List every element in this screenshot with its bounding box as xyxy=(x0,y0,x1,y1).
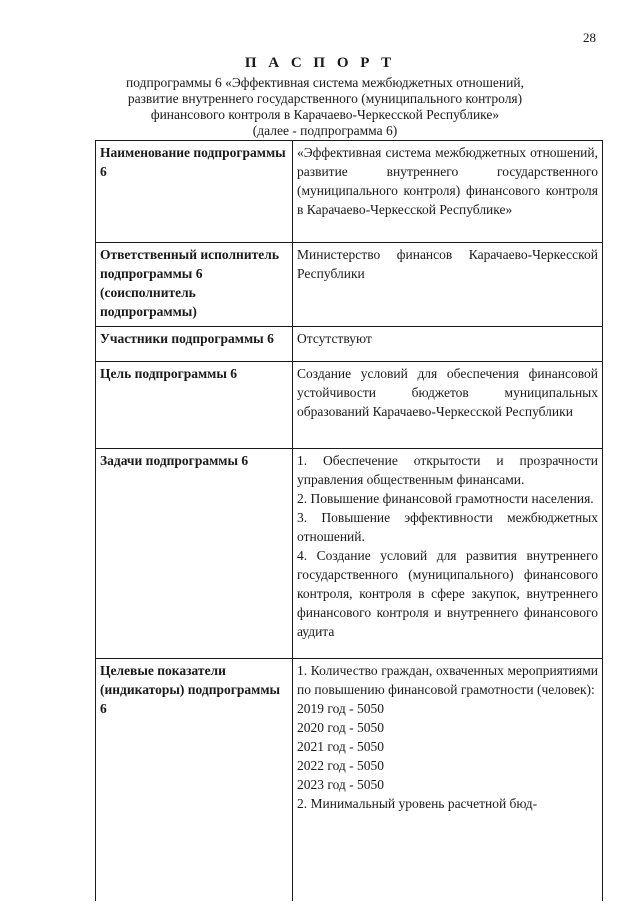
indicator-item: 2020 год - 5050 xyxy=(297,720,385,735)
task-item: 3. Повышение эффективности межбюджетных отношений. xyxy=(297,510,598,544)
subtitle-line: финансового контроля в Карачаево-Черкесской Республике» xyxy=(150,107,500,122)
table-row xyxy=(96,141,603,243)
indicator-item: 2022 год - 5050 xyxy=(297,758,385,773)
page-number: 28 xyxy=(583,30,596,45)
indicator-item: 2019 год - 5050 xyxy=(297,701,385,716)
row-value-participants: Отсутствуют xyxy=(293,327,603,362)
row-value-goal: Создание условий для обеспечения финансовой устойчивости бюджетов муниципальных образований Карачаево-Черкесской Республики xyxy=(293,362,603,449)
task-item: 2. Повышение финансовой грамотности населения. xyxy=(297,491,594,506)
row-label-goal: Цель подпрограммы 6 xyxy=(96,362,293,449)
row-label-name: Наименование подпрограммы 6 xyxy=(96,141,293,243)
task-item: 1. Обеспечение открытости и прозрачности управления общественным финансами. xyxy=(297,453,598,487)
indicator-item: 2021 год - 5050 xyxy=(297,739,385,754)
row-label-participants: Участники подпрограммы 6 xyxy=(96,327,293,362)
table-row xyxy=(96,449,603,659)
row-value-name: «Эффективная система межбюджетных отношений, развитие внутреннего государственного (муниципального контроля) финансового контроля в Карачаево-Черкесской Республике» xyxy=(293,141,603,243)
passport-table xyxy=(95,140,603,901)
indicator-item: 2. Минимальный уровень расчетной бюд- xyxy=(297,796,538,811)
row-value-indicators xyxy=(293,659,603,901)
subtitle-line: (далее - подпрограмма 6) xyxy=(252,123,398,138)
indicator-item: 2023 год - 5050 xyxy=(297,777,385,792)
document-subtitle xyxy=(80,75,570,139)
table-row xyxy=(96,659,603,901)
subtitle-line: подпрограммы 6 «Эффективная система межбюджетных отношений, xyxy=(126,75,524,90)
row-label-executor: Ответственный исполнитель подпрограммы 6 (соисполнитель подпрограммы) xyxy=(96,243,293,327)
row-label-indicators: Целевые показатели (индикаторы) подпрограммы 6 xyxy=(96,659,293,901)
row-value-tasks xyxy=(293,449,603,659)
task-item: 4. Создание условий для развития внутреннего государственного (муниципального) финансового контроля, контроля в сфере закупок, внутреннего финансового контроля и внутреннего финансового аудита xyxy=(297,548,598,639)
indicator-item: 1. Количество граждан, охваченных мероприятиями по повышению финансовой грамотности (человек): xyxy=(297,663,598,697)
table-row xyxy=(96,243,603,327)
row-label-tasks: Задачи подпрограммы 6 xyxy=(96,449,293,659)
table-row xyxy=(96,327,603,362)
document-title: П А С П О Р Т xyxy=(244,55,396,71)
subtitle-line: развитие внутреннего государственного (муниципального контроля) xyxy=(127,91,523,106)
row-value-executor: Министерство финансов Карачаево-Черкесской Республики xyxy=(293,243,603,327)
table-row xyxy=(96,362,603,449)
